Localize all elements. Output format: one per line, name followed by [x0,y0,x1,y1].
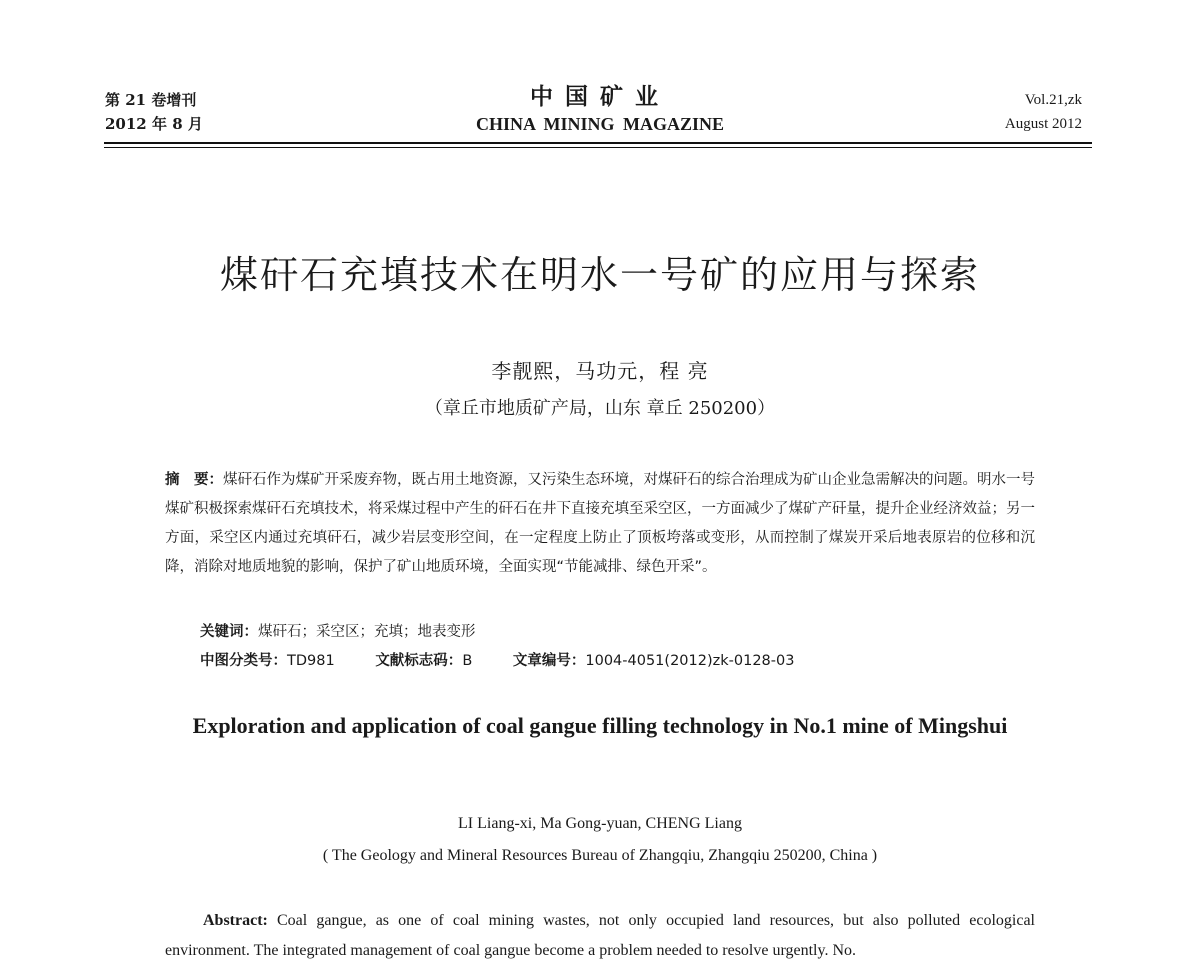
keywords-cn-label: 关键词： [200,624,258,640]
journal-volume: 第 21 卷增刊 [105,91,197,109]
doc-value: B [462,653,473,669]
journal-name-en: CHINA MINING MAGAZINE [475,114,724,134]
article-no-value: 1004-4051(2012)zk-0128-03 [585,653,795,669]
article-title-cn: 煤矸石充填技术在明水一号矿的应用与探索 [219,253,980,297]
affiliation-cn: （章丘市地质矿产局，山东 章丘 250200） [424,398,776,419]
article-no-label: 文章编号： [512,653,586,669]
abstract-cn-label: 摘 要： [165,472,223,488]
classification-line [200,647,794,676]
doc-label: 文献标志码： [375,653,463,669]
abstract-en-label: Abstract: [203,912,268,929]
abstract-en-text: Coal gangue, as one of coal mining wastes, not only occupied land resources, but also polluted ecological environment. The integrated management of coal gangue become a problem needed to resolve urgently. No. [165,912,1035,959]
clc-value: TD981 [287,653,335,669]
keywords-cn [200,618,476,647]
header-rule-thick [104,142,1092,144]
journal-volume-info-en [1005,88,1082,136]
authors-cn: 李靓熙，马功元，程 亮 [491,359,709,383]
clc-label: 中图分类号： [200,653,287,669]
abstract-cn [165,466,1035,582]
journal-date-en: August 2012 [1004,116,1082,132]
authors-en: LI Liang-xi, Ma Gong-yuan, CHENG Liang [458,815,742,832]
abstract-cn-text: 煤矸石作为煤矿开采废弃物，既占用土地资源，又污染生态环境，对煤矸石的综合治理成为矿山企业急需解决的问题。明水一号煤矿积极探索煤矸石充填技术，将采煤过程中产生的矸石在井下直接充填至采空区，一方面减少了煤矿产矸量，提升企业经济效益；另一方面，采空区内通过充填矸石，减少岩层变形空间，在一定程度上防止了顶板垮落或变形，从而控制了煤炭开采后地表原岩的位移和沉降，消除对地质地貌的影响，保护了矿山地质环境，全面实现“节能减排、绿色开采”。 [165,472,1035,575]
keywords-cn-text: 煤矸石；采空区；充填；地表变形 [258,624,476,640]
header-rule-thin [104,147,1092,148]
article-number [513,653,795,669]
journal-volume-en: Vol.21,zk [1024,92,1082,108]
journal-date: 2012 年 8 月 [105,115,203,133]
abstract-en [165,906,1035,966]
clc-number [200,653,335,669]
document-code [375,653,472,669]
affiliation-en: ( The Geology and Mineral Resources Bureau of Zhangqiu, Zhangqiu 250200, China ) [322,847,878,864]
journal-name-cn: 中国矿业 [530,83,670,110]
article-title-en: Exploration and application of coal gangue filling technology in No.1 mine of Mingshui [192,713,1008,738]
